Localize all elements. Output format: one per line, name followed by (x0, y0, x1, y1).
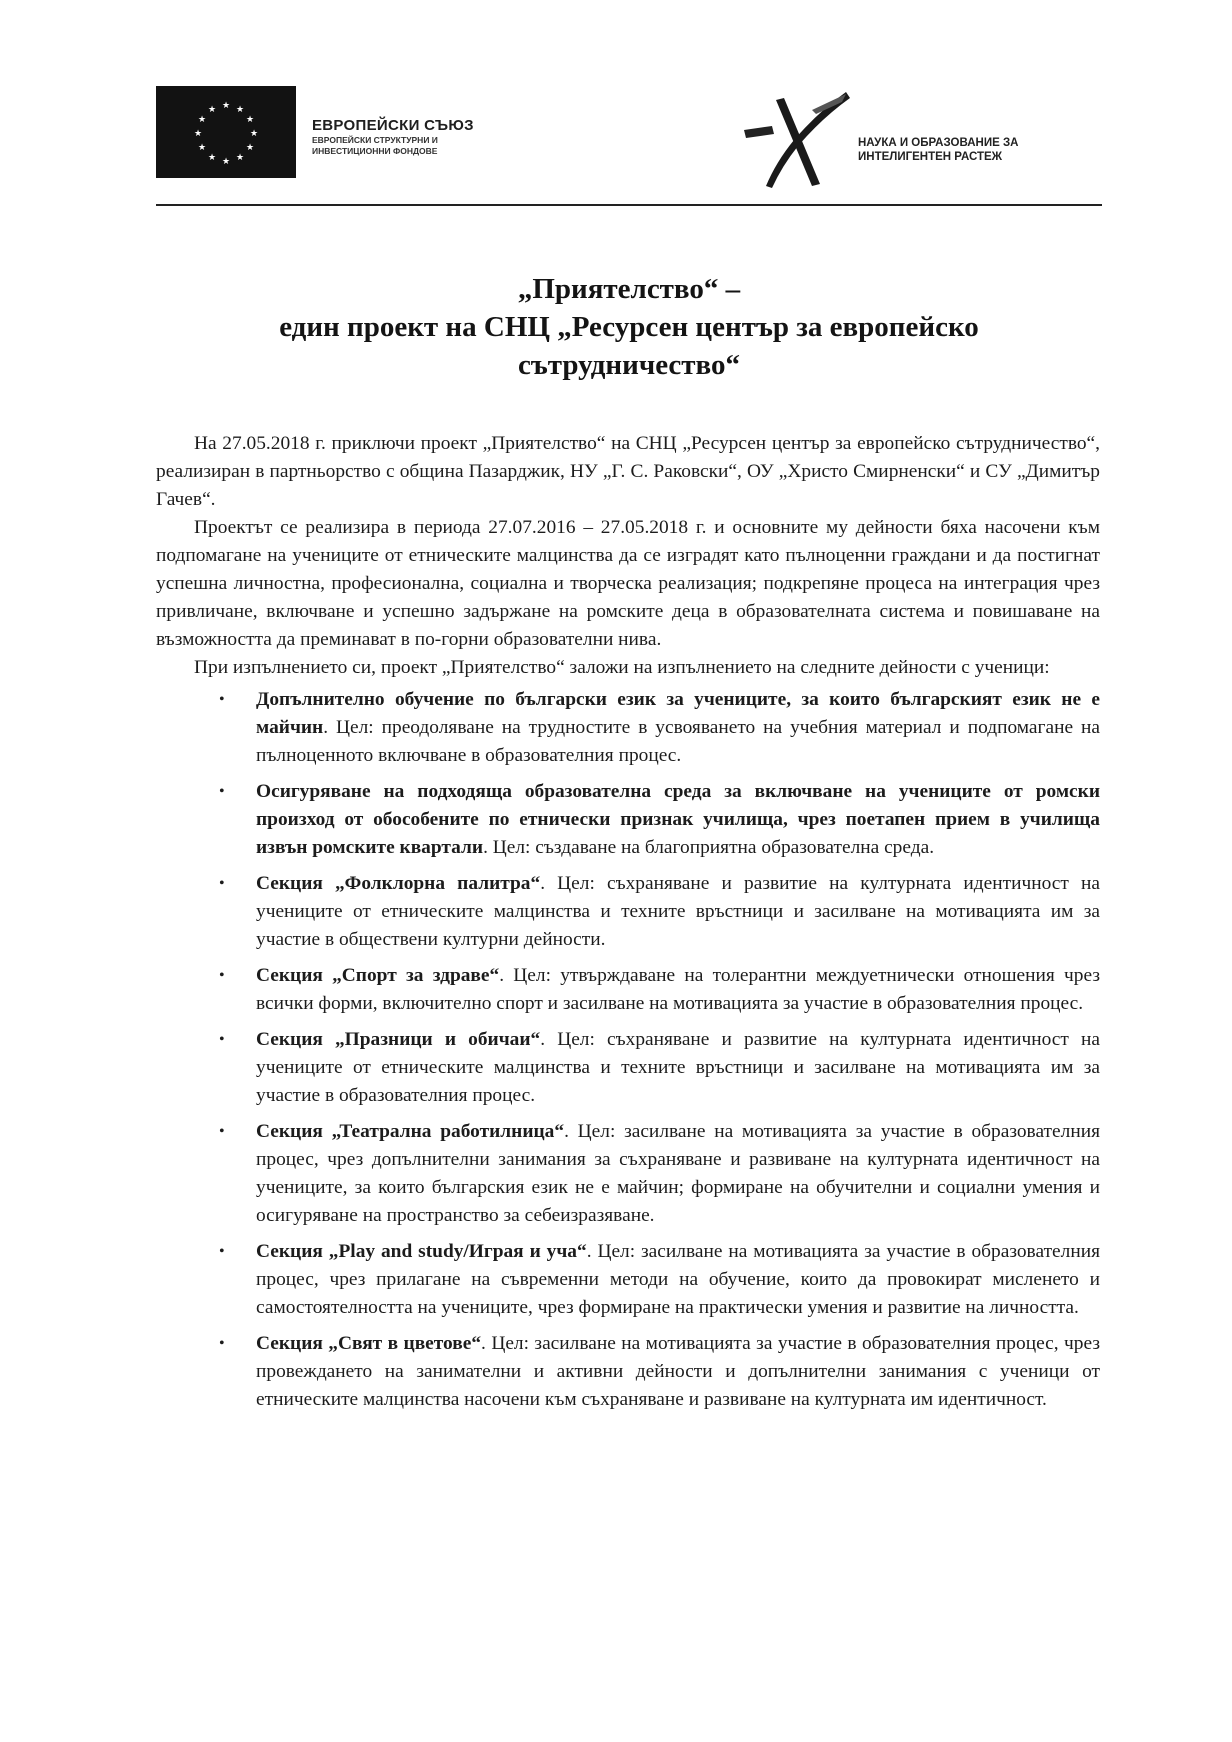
svg-text:★: ★ (193, 129, 203, 139)
document-header (156, 86, 1102, 204)
activity-text: . Цел: съхраняване и развитие на културната идентичност на учениците от етническите малцинства и техните връстници и засилване на мотивацията им за участие в обществени културни дейности. (256, 873, 1100, 950)
period-paragraph: Проектът се реализира в периода 27.07.2016 – 27.05.2018 г. и основните му дейности бяха насочени към подпомагане на учениците от етническите малцинства да се изградят като пълноценни граждани и да постигнат успешна личностна, професионална, социална и творческа реализация; подкрепяне процеса на интеграция чрез привличане, включване и успешно задържане на ромските деца в образователната система и повишаване на възможността да преминават в по-горни образователни нива. (156, 517, 1100, 650)
program-line2: ИНТЕЛИГЕНТЕН РАСТЕЖ (858, 151, 1003, 163)
program-logo-block (742, 88, 1018, 190)
bullet-icon: • (219, 691, 225, 708)
title-line1: „Приятелство“ – (517, 273, 741, 305)
list-item (219, 1026, 1100, 1110)
svg-text:★: ★ (221, 101, 231, 111)
activities-intro-paragraph: При изпълнението си, проект „Приятелство“ заложи на изпълнението на следните дейности с ученици: (194, 657, 1050, 678)
activity-title: Секция „Празници и обичаи“ (256, 1029, 541, 1050)
intro-paragraph: На 27.05.2018 г. приключи проект „Приятелство“ на СНЦ „Ресурсен център за европейско сътрудничество“, реализиран в партньорство с община Пазарджик, НУ „Г. С. Раковски“, ОУ „Христо Смирненски“ и СУ „Димитър Гачев“. (156, 433, 1100, 510)
activity-title: Секция „Спорт за здраве“ (256, 965, 500, 986)
list-item (219, 1330, 1100, 1414)
svg-text:★: ★ (249, 129, 259, 139)
svg-text:★: ★ (245, 115, 255, 125)
bullet-icon: • (219, 967, 225, 984)
program-logo-text (858, 136, 1018, 164)
list-item (219, 962, 1100, 1018)
list-item (219, 1118, 1100, 1230)
activity-title: Секция „Свят в цветове“ (256, 1333, 482, 1354)
title-line2: един проект на СНЦ „Ресурсен център за европейско (279, 311, 979, 343)
bullet-icon: • (219, 1031, 225, 1048)
svg-text:★: ★ (235, 105, 245, 115)
document-title (156, 270, 1102, 384)
list-item (219, 686, 1100, 770)
svg-text:★: ★ (207, 153, 217, 163)
activity-text: . Цел: създаване на благоприятна образователна среда. (483, 837, 935, 858)
activities-list (156, 686, 1100, 1414)
activity-text: . Цел: засилване на мотивацията за участие в образователния процес, чрез прилагане на съвременни методи на обучение, които да провокират мисленето и самостоятелността на учениците, чрез формиране на практически умения и развитие на личността. (256, 1241, 1100, 1318)
eu-subtitle-line1: ЕВРОПЕЙСКИ СТРУКТУРНИ И (312, 134, 438, 145)
eu-title: ЕВРОПЕЙСКИ СЪЮЗ (312, 116, 474, 134)
svg-text:★: ★ (197, 143, 207, 153)
program-line1: НАУКА И ОБРАЗОВАНИЕ ЗА (858, 137, 1019, 149)
activity-text: . Цел: утвърждаване на толерантни междуетнически отношения чрез всички форми, включително спорт и засилване на мотивацията за участие в образователния процес. (256, 965, 1100, 1014)
eu-logo-block (156, 86, 474, 178)
bullet-icon: • (219, 1123, 225, 1140)
activity-title: Осигуряване на подходяща образователна среда за включване на учениците от ромски произход от обособените по етнически признак училища, чрез поетапен прием в училища извън ромските квартали (256, 781, 1100, 858)
list-item (219, 870, 1100, 954)
bullet-icon: • (219, 875, 225, 892)
activity-text: . Цел: засилване на мотивацията за участие в образователния процес, чрез провеждането на занимателни и активни дейности и допълнителни занимания с ученици от етническите малцинства насочени към съхраняване и развиване на културната им идентичност. (256, 1333, 1100, 1410)
eu-subtitle-line2: ИНВЕСТИЦИОННИ ФОНДОВЕ (312, 145, 438, 156)
svg-text:★: ★ (207, 105, 217, 115)
activity-text: . Цел: съхраняване и развитие на културната идентичност на учениците от етническите малцинства и техните връстници и засилване на мотивацията им за участие в образователния процес. (256, 1029, 1100, 1106)
program-x-logo-icon (742, 88, 852, 190)
title-line3: сътрудничество“ (517, 349, 741, 381)
bullet-icon: • (219, 1335, 225, 1352)
svg-text:★: ★ (235, 153, 245, 163)
header-divider (156, 204, 1102, 206)
activity-title: Секция „Play and study/Играя и уча“ (256, 1241, 587, 1262)
activity-title: Секция „Театрална работилница“ (256, 1121, 565, 1142)
activity-text: . Цел: преодоляване на трудностите в усвояването на учебния материал и подпомагане на пълноценното включване в образователния процес. (256, 717, 1100, 766)
activity-title: Допълнително обучение по български език за учениците, за които българският език не е майчин (256, 689, 1100, 738)
list-item (219, 1238, 1100, 1322)
eu-logo-text (312, 117, 474, 156)
activity-text: . Цел: засилване на мотивацията за участие в образователния процес, чрез допълнителни занимания за съхраняване и развиване на културната идентичност на учениците, за които българския език не е майчин; формиране на обучителни и социални умения и осигуряване на пространство за себеизразяване. (256, 1121, 1100, 1226)
eu-flag-icon (156, 86, 296, 178)
activity-title: Секция „Фолклорна палитра“ (256, 873, 541, 894)
document-body (156, 430, 1100, 1422)
svg-text:★: ★ (197, 115, 207, 125)
svg-text:★: ★ (221, 157, 231, 167)
bullet-icon: • (219, 1243, 225, 1260)
svg-text:★: ★ (245, 143, 255, 153)
list-item (219, 778, 1100, 862)
bullet-icon: • (219, 783, 225, 800)
